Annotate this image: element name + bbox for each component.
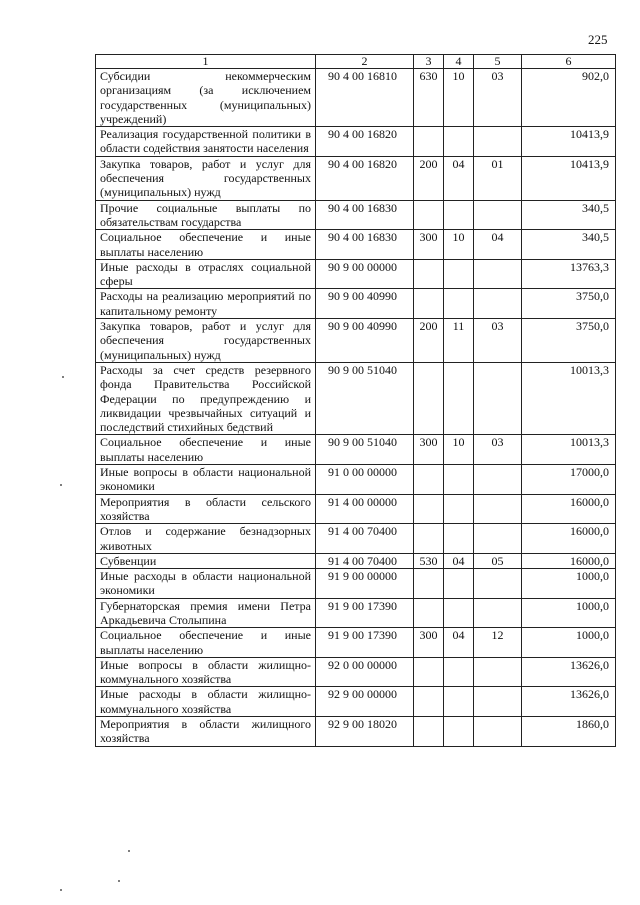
row-sum-cell: 340,5 <box>522 200 616 230</box>
row-col5-cell <box>474 465 522 495</box>
row-col5-cell <box>474 657 522 687</box>
table-row <box>96 127 616 157</box>
row-code-cell: 90 9 00 00000 <box>316 259 414 289</box>
row-col4-cell <box>444 362 474 434</box>
row-name-cell: Социальное обеспечение и иные выплаты населению <box>96 435 316 465</box>
row-code-cell: 91 0 00 00000 <box>316 465 414 495</box>
table-row <box>96 156 616 200</box>
row-col5-cell: 03 <box>474 319 522 363</box>
row-code-cell: 91 9 00 00000 <box>316 569 414 599</box>
row-code-cell: 92 0 00 00000 <box>316 657 414 687</box>
row-col4-cell <box>444 569 474 599</box>
row-col4-cell <box>444 657 474 687</box>
table-row <box>96 569 616 599</box>
row-col3-cell <box>414 717 444 747</box>
row-col4-cell <box>444 127 474 157</box>
row-code-cell: 91 4 00 70400 <box>316 553 414 568</box>
row-col3-cell: 630 <box>414 69 444 127</box>
row-name-cell: Иные расходы в области национальной экономики <box>96 569 316 599</box>
row-col3-cell <box>414 127 444 157</box>
row-col5-cell <box>474 687 522 717</box>
row-col3-cell <box>414 524 444 554</box>
table-row <box>96 69 616 127</box>
row-code-cell: 90 9 00 51040 <box>316 362 414 434</box>
row-sum-cell: 3750,0 <box>522 289 616 319</box>
row-col3-cell <box>414 200 444 230</box>
row-col5-cell <box>474 524 522 554</box>
row-name-cell: Закупка товаров, работ и услуг для обеспечения государственных (муниципальных) нужд <box>96 156 316 200</box>
row-col3-cell <box>414 598 444 628</box>
row-sum-cell: 13626,0 <box>522 657 616 687</box>
row-col5-cell: 04 <box>474 230 522 260</box>
scan-speck <box>60 889 62 891</box>
row-col4-cell <box>444 598 474 628</box>
row-col5-cell: 03 <box>474 69 522 127</box>
row-col4-cell: 04 <box>444 156 474 200</box>
row-name-cell: Иные расходы в области жилищно-коммунального хозяйства <box>96 687 316 717</box>
row-col3-cell: 300 <box>414 435 444 465</box>
row-col3-cell: 300 <box>414 628 444 658</box>
row-name-cell: Мероприятия в области жилищного хозяйства <box>96 717 316 747</box>
row-sum-cell: 340,5 <box>522 230 616 260</box>
row-col3-cell <box>414 569 444 599</box>
table-row <box>96 230 616 260</box>
row-code-cell: 92 9 00 00000 <box>316 687 414 717</box>
scan-speck <box>128 850 130 852</box>
row-sum-cell: 1860,0 <box>522 717 616 747</box>
row-col4-cell <box>444 494 474 524</box>
row-name-cell: Иные вопросы в области национальной экономики <box>96 465 316 495</box>
row-sum-cell: 902,0 <box>522 69 616 127</box>
table-row <box>96 494 616 524</box>
row-code-cell: 91 4 00 00000 <box>316 494 414 524</box>
row-col5-cell: 03 <box>474 435 522 465</box>
row-sum-cell: 10413,9 <box>522 156 616 200</box>
row-col5-cell <box>474 259 522 289</box>
row-col3-cell: 200 <box>414 156 444 200</box>
row-col3-cell <box>414 259 444 289</box>
row-col3-cell <box>414 657 444 687</box>
row-col3-cell <box>414 687 444 717</box>
table-row <box>96 200 616 230</box>
table-row <box>96 435 616 465</box>
row-code-cell: 90 4 00 16820 <box>316 156 414 200</box>
row-name-cell: Субсидии некоммерческим организациям (за исключением государственных (муниципальных) учреждений) <box>96 69 316 127</box>
row-code-cell: 91 9 00 17390 <box>316 598 414 628</box>
row-name-cell: Отлов и содержание безнадзорных животных <box>96 524 316 554</box>
row-sum-cell: 10413,9 <box>522 127 616 157</box>
row-sum-cell: 13626,0 <box>522 687 616 717</box>
scan-speck <box>62 376 64 378</box>
table-row <box>96 553 616 568</box>
header-cell: 5 <box>474 55 522 69</box>
row-name-cell: Социальное обеспечение и иные выплаты населению <box>96 628 316 658</box>
row-code-cell: 90 4 00 16830 <box>316 230 414 260</box>
row-name-cell: Губернаторская премия имени Петра Аркадьевича Столыпина <box>96 598 316 628</box>
row-col5-cell <box>474 200 522 230</box>
row-name-cell: Субвенции <box>96 553 316 568</box>
row-col5-cell: 01 <box>474 156 522 200</box>
row-col3-cell <box>414 494 444 524</box>
table-row <box>96 687 616 717</box>
row-code-cell: 90 9 00 40990 <box>316 289 414 319</box>
row-sum-cell: 10013,3 <box>522 362 616 434</box>
row-sum-cell: 13763,3 <box>522 259 616 289</box>
row-code-cell: 91 9 00 17390 <box>316 628 414 658</box>
row-col3-cell <box>414 289 444 319</box>
row-name-cell: Закупка товаров, работ и услуг для обеспечения государственных (муниципальных) нужд <box>96 319 316 363</box>
row-col4-cell <box>444 687 474 717</box>
table-row <box>96 598 616 628</box>
row-col4-cell: 04 <box>444 628 474 658</box>
table-row <box>96 657 616 687</box>
row-sum-cell: 1000,0 <box>522 569 616 599</box>
scan-speck <box>118 880 120 882</box>
row-col4-cell <box>444 259 474 289</box>
row-col5-cell <box>474 362 522 434</box>
row-col4-cell <box>444 465 474 495</box>
row-name-cell: Реализация государственной политики в области содействия занятости населения <box>96 127 316 157</box>
table-row <box>96 319 616 363</box>
row-col4-cell <box>444 289 474 319</box>
row-sum-cell: 1000,0 <box>522 598 616 628</box>
row-code-cell: 91 4 00 70400 <box>316 524 414 554</box>
row-col4-cell: 10 <box>444 69 474 127</box>
row-code-cell: 90 4 00 16810 <box>316 69 414 127</box>
table-row <box>96 717 616 747</box>
row-col3-cell: 530 <box>414 553 444 568</box>
row-sum-cell: 10013,3 <box>522 435 616 465</box>
row-code-cell: 90 9 00 40990 <box>316 319 414 363</box>
row-col4-cell: 11 <box>444 319 474 363</box>
table-row <box>96 628 616 658</box>
scan-speck <box>60 484 62 486</box>
row-sum-cell: 1000,0 <box>522 628 616 658</box>
row-col4-cell <box>444 524 474 554</box>
row-name-cell: Расходы за счет средств резервного фонда Правительства Российской Федерации по предупреждению и ликвидации чрезвычайных ситуаций и последствий стихийных бедствий <box>96 362 316 434</box>
row-name-cell: Иные расходы в отраслях социальной сферы <box>96 259 316 289</box>
row-col5-cell: 12 <box>474 628 522 658</box>
row-name-cell: Социальное обеспечение и иные выплаты населению <box>96 230 316 260</box>
row-col4-cell <box>444 200 474 230</box>
row-col4-cell: 04 <box>444 553 474 568</box>
row-col5-cell <box>474 494 522 524</box>
row-col5-cell <box>474 289 522 319</box>
row-name-cell: Мероприятия в области сельского хозяйства <box>96 494 316 524</box>
row-col3-cell: 300 <box>414 230 444 260</box>
table-row <box>96 524 616 554</box>
row-col3-cell: 200 <box>414 319 444 363</box>
row-sum-cell: 16000,0 <box>522 494 616 524</box>
header-cell: 3 <box>414 55 444 69</box>
header-cell: 2 <box>316 55 414 69</box>
page-number: 225 <box>588 32 608 47</box>
row-name-cell: Иные вопросы в области жилищно-коммунального хозяйства <box>96 657 316 687</box>
row-sum-cell: 17000,0 <box>522 465 616 495</box>
row-col5-cell: 05 <box>474 553 522 568</box>
header-cell: 4 <box>444 55 474 69</box>
row-sum-cell: 16000,0 <box>522 553 616 568</box>
row-code-cell: 90 4 00 16830 <box>316 200 414 230</box>
row-sum-cell: 16000,0 <box>522 524 616 554</box>
row-code-cell: 90 4 00 16820 <box>316 127 414 157</box>
row-code-cell: 90 9 00 51040 <box>316 435 414 465</box>
budget-table <box>95 54 616 747</box>
table-row <box>96 465 616 495</box>
row-col5-cell <box>474 569 522 599</box>
row-col3-cell <box>414 465 444 495</box>
row-col4-cell: 10 <box>444 230 474 260</box>
row-col4-cell: 10 <box>444 435 474 465</box>
row-col3-cell <box>414 362 444 434</box>
table-row <box>96 259 616 289</box>
row-col5-cell <box>474 127 522 157</box>
table-row <box>96 362 616 434</box>
table-row <box>96 289 616 319</box>
row-name-cell: Расходы на реализацию мероприятий по капитальному ремонту <box>96 289 316 319</box>
header-cell: 1 <box>96 55 316 69</box>
table-header-row <box>96 55 616 69</box>
row-code-cell: 92 9 00 18020 <box>316 717 414 747</box>
row-sum-cell: 3750,0 <box>522 319 616 363</box>
row-col5-cell <box>474 717 522 747</box>
header-cell: 6 <box>522 55 616 69</box>
row-name-cell: Прочие социальные выплаты по обязательствам государства <box>96 200 316 230</box>
row-col4-cell <box>444 717 474 747</box>
row-col5-cell <box>474 598 522 628</box>
